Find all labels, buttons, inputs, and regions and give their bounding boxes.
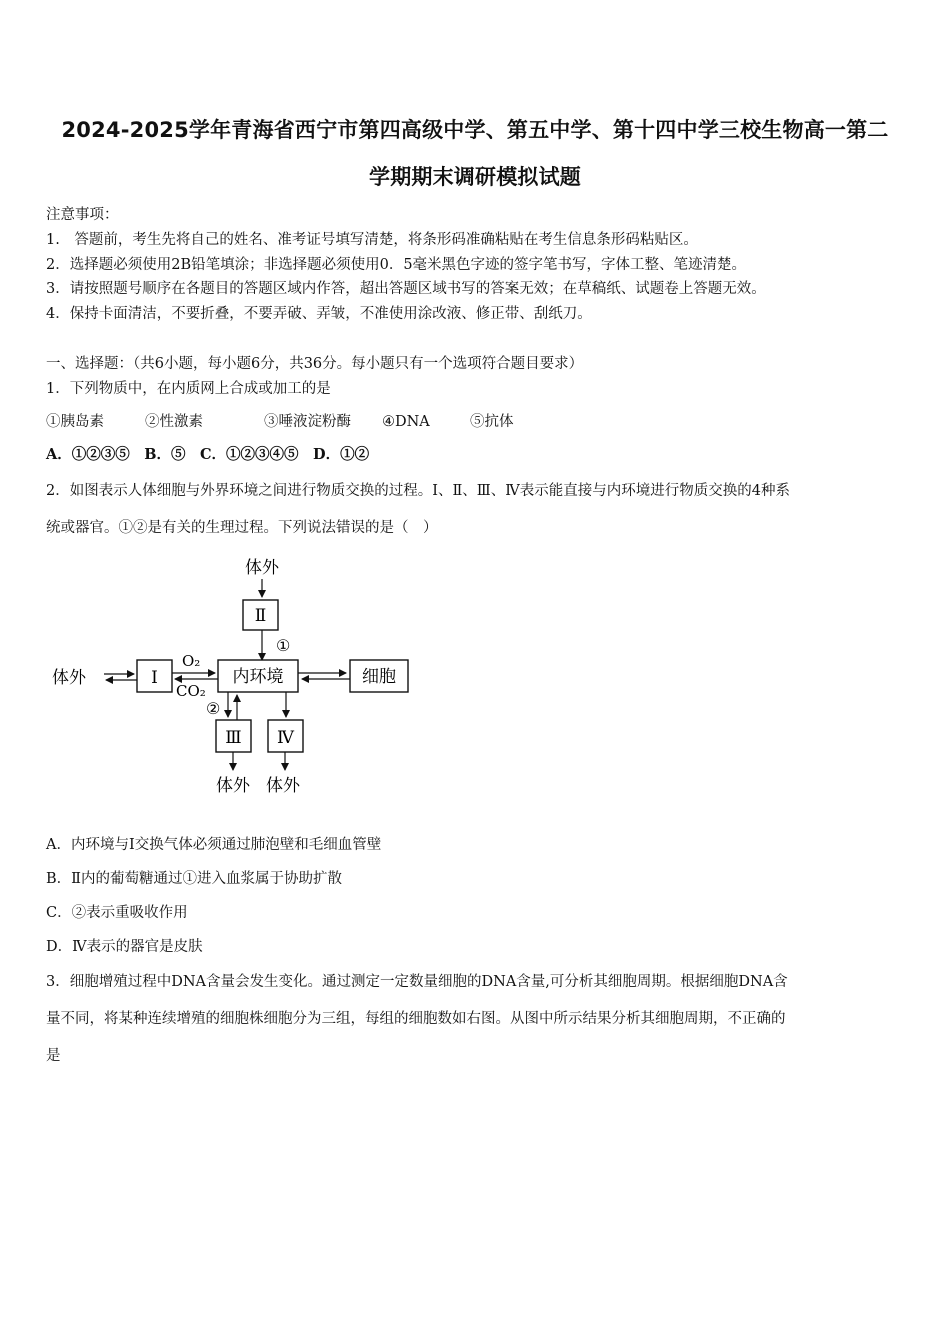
section-heading: 一、选择题：（共6小题，每小题6分，共36分。每小题只有一个选项符合题目要求） (46, 356, 584, 372)
notice-item-4: 4．保持卡面清洁，不要折叠，不要弄破、弄皱，不准使用涂改液、修正带、刮纸刀。 (46, 306, 592, 322)
q2-option-b: B．Ⅱ内的葡萄糖通过①进入血浆属于协助扩散 (46, 871, 343, 887)
notice-item-2: 2．选择题必须使用2B铅笔填涂；非选择题必须使用0．5毫米黑色字迹的签字笔书写，字体工整、笔迹清楚。 (46, 257, 747, 273)
diagram-co2-label: CO₂ (176, 682, 206, 700)
exam-title-line2: 学期期末调研模拟试题 (369, 165, 581, 189)
q2-diagram (46, 552, 426, 802)
diagram-box-4-label: Ⅳ (277, 728, 294, 748)
exam-title-line1: 2024-2025学年青海省西宁市第四高级中学、第五中学、第十四中学三校生物高一第二 (61, 118, 889, 142)
q1-choices: A．①②③⑤ B．⑤ C．①②③④⑤ D．①② (46, 446, 370, 463)
diagram-process-1: ① (276, 636, 291, 655)
q1-item-2: ②性激素 (145, 414, 203, 430)
q2-option-a: A．内环境与Ⅰ交换气体必须通过肺泡壁和毛细血管壁 (46, 837, 382, 853)
q2-option-c: C．②表示重吸收作用 (46, 905, 188, 921)
diagram-bottom-outside-4: 体外 (266, 776, 300, 796)
diagram-process-2: ② (206, 699, 221, 718)
notice-item-1: 1. 答题前，考生先将自己的姓名、准考证号填写清楚，将条形码准确粘贴在考生信息条形码粘贴区。 (46, 232, 698, 248)
diagram-box-1-label: Ⅰ (151, 668, 158, 688)
notice-item-3: 3．请按照题号顺序在各题目的答题区域内作答，超出答题区域书写的答案无效；在草稿纸、试题卷上答题无效。 (46, 281, 766, 297)
diagram-bottom-outside-3: 体外 (216, 776, 250, 796)
q1-items (46, 410, 908, 431)
q2-stem-line1: 2．如图表示人体细胞与外界环境之间进行物质交换的过程。Ⅰ、Ⅱ、Ⅲ、Ⅳ表示能直接与内环境进行物质交换的4种系 (46, 483, 790, 499)
diagram-center-label: 内环境 (232, 667, 284, 687)
diagram-left-outside-label: 体外 (52, 668, 86, 688)
diagram-top-outside-label: 体外 (245, 558, 279, 578)
q1-item-1: ①胰岛素 (46, 414, 104, 430)
diagram-box-3-label: Ⅲ (225, 728, 242, 748)
diagram-box-2-label: Ⅱ (254, 606, 267, 626)
q1-item-4: ④DNA (382, 414, 430, 430)
diagram-o2-label: O₂ (182, 652, 201, 670)
q3-stem-line2: 量不同，将某种连续增殖的细胞株细胞分为三组，每组的细胞数如右图。从图中所示结果分析其细胞周期，不正确的 (46, 1011, 786, 1027)
q1-item-5: ⑤抗体 (470, 414, 514, 430)
notice-heading: 注意事项： (46, 207, 119, 223)
diagram-cell-label: 细胞 (362, 667, 396, 687)
q3-stem-line3: 是 (46, 1048, 61, 1064)
q2-option-d: D．Ⅳ表示的器官是皮肤 (46, 939, 203, 955)
q1-stem: 1．下列物质中，在内质网上合成或加工的是 (46, 381, 331, 397)
q1-item-3: ③唾液淀粉酶 (264, 414, 351, 430)
q3-stem-line1: 3．细胞增殖过程中DNA含量会发生变化。通过测定一定数量细胞的DNA含量,可分析其细胞周期。根据细胞DNA含 (46, 974, 788, 990)
q2-stem-line2: 统或器官。①②是有关的生理过程。下列说法错误的是（ ） (46, 520, 438, 536)
